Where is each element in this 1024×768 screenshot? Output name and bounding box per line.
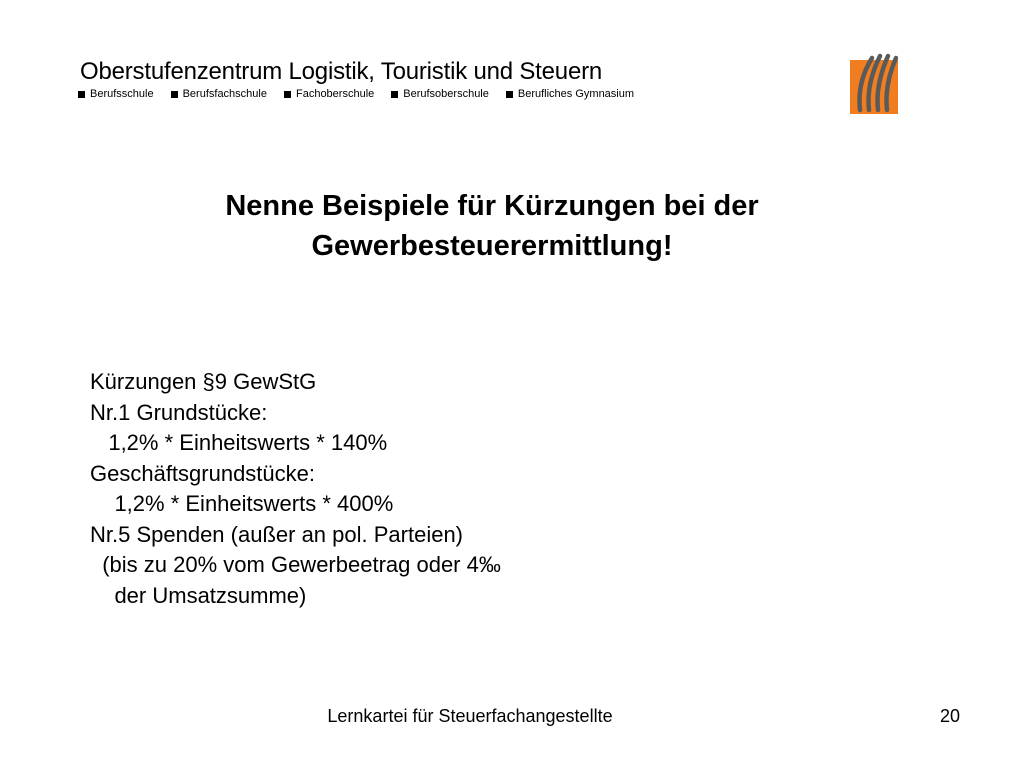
- content-line: 1,2% * Einheitswerts * 140%: [90, 430, 388, 455]
- content-line: Nr.1 Grundstücke:: [90, 399, 268, 425]
- school-type-item: [284, 88, 374, 100]
- slide-title-line: Gewerbesteuerermittlung!: [311, 230, 673, 262]
- school-type-label: Berufsschule: [90, 88, 154, 100]
- square-bullet-icon: [284, 91, 291, 98]
- school-name: Oberstufenzentrum Logistik, Touristik und Steuern: [80, 58, 603, 85]
- school-type-item: [506, 88, 634, 100]
- slide-title: [0, 186, 984, 266]
- school-type-label: Berufsoberschule: [403, 88, 489, 100]
- school-types-list: [78, 88, 651, 100]
- footer-text: Lernkartei für Steuerfachangestellte: [327, 706, 613, 726]
- school-type-label: Berufliches Gymnasium: [517, 88, 635, 100]
- content-line: der Umsatzsumme): [90, 582, 307, 608]
- school-type-item: [171, 88, 267, 100]
- square-bullet-icon: [78, 91, 85, 98]
- content-line: (bis zu 20% vom Gewerbeetrag oder 4‰: [90, 552, 501, 577]
- square-bullet-icon: [391, 91, 398, 98]
- school-type-item: [391, 88, 489, 100]
- page-number: 20: [940, 706, 961, 726]
- school-type-item: [78, 88, 154, 100]
- school-type-label: Fachoberschule: [295, 88, 375, 100]
- content-line: Nr.5 Spenden (außer an pol. Parteien): [90, 521, 464, 547]
- square-bullet-icon: [171, 91, 178, 98]
- slide-content: [90, 367, 501, 611]
- content-line: Kürzungen §9 GewStG: [90, 369, 317, 394]
- slide-title-line: Nenne Beispiele für Kürzungen bei der: [225, 190, 759, 222]
- square-bullet-icon: [506, 91, 513, 98]
- content-line: 1,2% * Einheitswerts * 400%: [90, 491, 394, 516]
- school-type-label: Berufsfachschule: [182, 88, 267, 100]
- content-line: Geschäftsgrundstücke:: [90, 460, 316, 486]
- school-logo-icon: [850, 52, 898, 114]
